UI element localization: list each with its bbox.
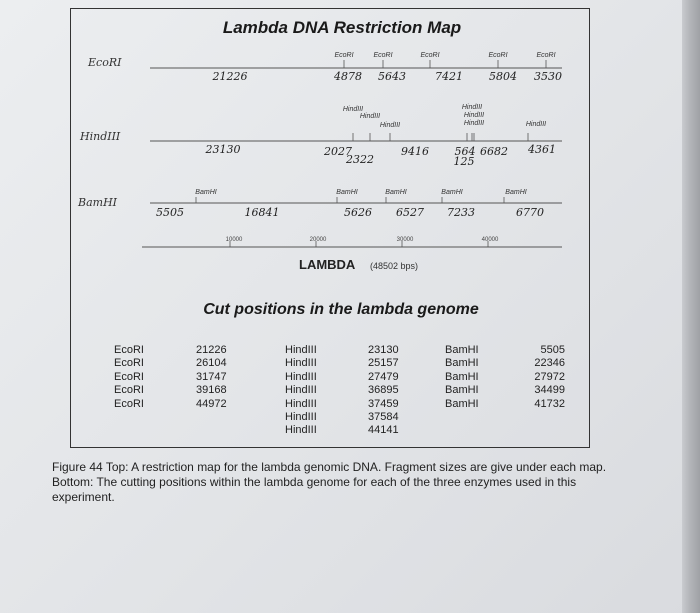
hindiii-fragment-5: 564 [454, 145, 476, 158]
ecori-row-label: EcoRI [88, 56, 122, 69]
hindiii-site-labels [343, 104, 546, 129]
ecori-site-4: EcoRI [488, 52, 508, 59]
table-cell: 26104 [196, 357, 227, 370]
hindiii-fragment-8: 4361 [528, 143, 556, 156]
bamhi-site-5: BamHI [505, 189, 527, 196]
bamhi-position-column [520, 344, 565, 411]
table-cell: HindIII [285, 424, 317, 437]
hindiii-site-5: HindIII [463, 112, 485, 119]
scale-label-3: 30000 [396, 237, 414, 243]
bamhi-fragment-3: 5626 [344, 206, 372, 219]
table-cell: 39168 [196, 384, 227, 397]
table-cell: 44141 [368, 424, 399, 437]
hindiii-enzyme-column [285, 344, 317, 438]
ecori-fragment-6: 3530 [534, 70, 562, 83]
hindiii-fragment-1: 23130 [205, 143, 241, 156]
ecori-fragment-5: 5804 [489, 70, 517, 83]
table-cell: BamHI [445, 384, 479, 397]
table-cell: 31747 [196, 370, 227, 383]
table-cell: 37584 [368, 411, 399, 424]
table-cell: EcoRI [114, 397, 144, 410]
bamhi-site-4: BamHI [441, 189, 463, 196]
table-cell: HindIII [285, 344, 317, 356]
hindiii-site-2: HindIII [359, 113, 381, 120]
ecori-fragment-4: 7421 [435, 70, 463, 83]
bamhi-enzyme-column [445, 344, 479, 411]
table-cell: HindIII [285, 384, 317, 397]
bamhi-fragment-6: 6770 [516, 206, 544, 219]
table-cell: BamHI [445, 397, 479, 410]
lambda-length: (48502 bps) [370, 261, 419, 271]
bamhi-fragment-2: 16841 [244, 206, 280, 219]
table-cell: 27479 [368, 370, 399, 383]
hindiii-site-4: HindIII [461, 104, 483, 111]
hindiii-position-column [368, 344, 399, 438]
table-cell: 41732 [534, 397, 565, 410]
table-cell: EcoRI [114, 344, 144, 356]
table-cell: 37459 [368, 397, 399, 410]
bamhi-site-1: BamHI [195, 189, 217, 196]
table-cell: HindIII [285, 370, 317, 383]
table-cell: BamHI [445, 344, 479, 356]
scale-label-1: 10000 [225, 237, 243, 243]
table-cell: HindIII [285, 411, 317, 424]
ecori-enzyme-column [114, 344, 144, 411]
bamhi-site-2: BamHI [336, 189, 358, 196]
ecori-site-1: EcoRI [334, 52, 354, 59]
hindiii-site-3: HindIII [379, 122, 401, 129]
bamhi-site-3: BamHI [385, 189, 407, 196]
table-cell: HindIII [285, 357, 317, 370]
bamhi-row-label: BamHI [78, 196, 118, 209]
ecori-site-5: EcoRI [536, 52, 556, 59]
cut-positions-title: Cut positions in the lambda genome [203, 301, 479, 318]
table-cell: HindIII [285, 397, 317, 410]
bamhi-fragment-5: 7233 [447, 206, 475, 219]
ecori-position-column [196, 344, 227, 411]
table-cell: EcoRI [114, 384, 144, 397]
hindiii-site-7: HindIII [525, 121, 547, 128]
hindiii-fragment-3: 2322 [346, 153, 374, 166]
table-cell: 27972 [534, 370, 565, 383]
ecori-site-labels [334, 52, 555, 59]
table-cell: 34499 [534, 384, 565, 397]
table-cell: 23130 [368, 344, 399, 356]
table-cell: BamHI [445, 370, 479, 383]
table-cell: 25157 [368, 357, 399, 370]
lambda-label: LAMBDA [299, 257, 356, 272]
table-cell: 44972 [196, 397, 227, 410]
hindiii-site-1: HindIII [342, 106, 364, 113]
bamhi-fragment-1: 5505 [156, 206, 184, 219]
table-cell: 21226 [196, 344, 227, 356]
ecori-fragment-2: 4878 [334, 70, 362, 83]
hindiii-site-6: HindIII [463, 120, 485, 127]
hindiii-row-label: HindIII [80, 130, 121, 143]
map-title: Lambda DNA Restriction Map [222, 18, 462, 37]
bamhi-site-labels [195, 189, 526, 196]
hindiii-fragment-2: 2027 [324, 145, 352, 158]
scale-label-2: 20000 [309, 237, 327, 243]
ecori-fragment-1: 21226 [212, 70, 248, 83]
table-cell: EcoRI [114, 370, 144, 383]
table-cell: 36895 [368, 384, 399, 397]
ecori-site-3: EcoRI [420, 52, 440, 59]
table-cell: 22346 [534, 357, 565, 370]
hindiii-fragment-6: 6682 [480, 145, 508, 158]
bamhi-fragment-4: 6527 [396, 206, 424, 219]
hindiii-fragment-4: 9416 [401, 145, 429, 158]
table-cell: EcoRI [114, 357, 144, 370]
ecori-fragment-3: 5643 [378, 70, 406, 83]
scale-label-4: 40000 [481, 237, 499, 243]
hindiii-fragment-7: 125 [453, 155, 475, 168]
table-cell: 5505 [540, 344, 565, 356]
ecori-site-2: EcoRI [373, 52, 393, 59]
figure-caption: Figure 44 Top: A restriction map for the lambda genomic DNA. Fragment sizes are give under each map. Bottom: The cutting positions within the lambda genome for each of the three enzymes used in this experiment. [52, 460, 607, 504]
table-cell: BamHI [445, 357, 479, 370]
